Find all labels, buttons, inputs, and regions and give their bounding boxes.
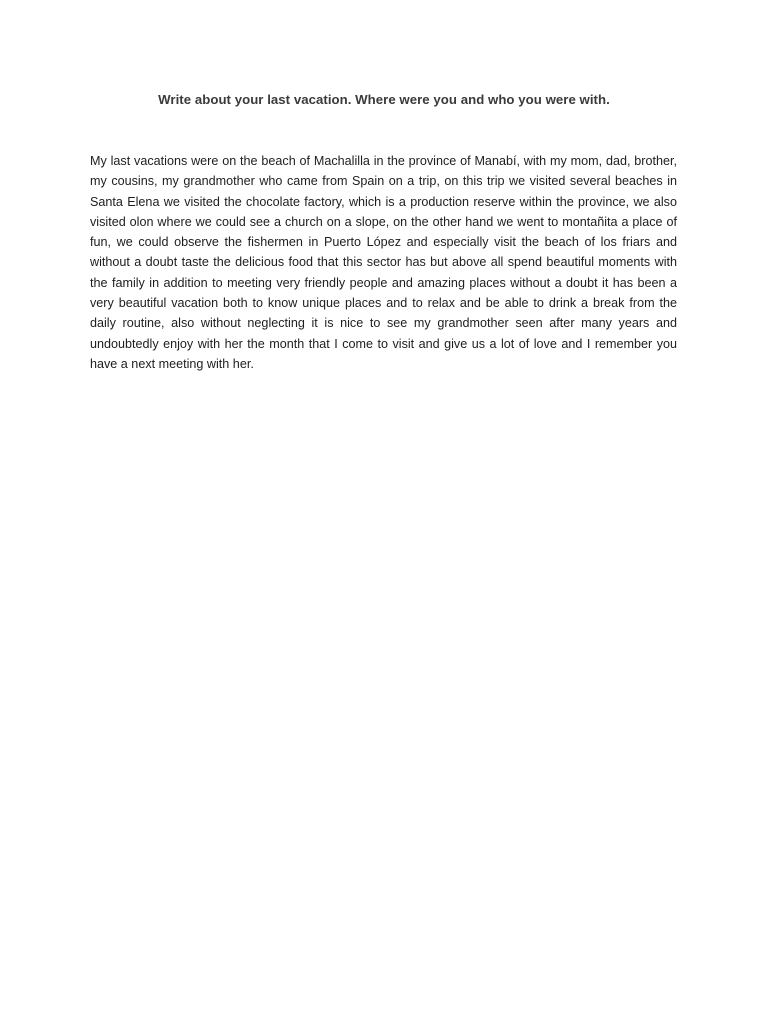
document-body-paragraph: My last vacations were on the beach of Machalilla in the province of Manabí, with my mom, dad, brother, my cousins, my grandmother who came from Spain on a trip, on this trip we visited several beaches in Santa Elena we visited the chocolate factory, which is a production reserve within the province, we also visited olon where we could see a church on a slope, on the other hand we went to montañita a place of fun, we could observe the fishermen in Puerto López and especially visit the beach of los friars and without a doubt taste the delicious food that this sector has but above all spend beautiful moments with the family in addition to meeting very friendly people and amazing places without a doubt it has been a very beautiful vacation both to know unique places and to relax and be able to drink a break from the daily routine, also without neglecting it is nice to see my grandmother seen after many years and undoubtedly enjoy with her the month that I come to visit and give us a lot of love and I remember you have a next meeting with her. <box>90 154 677 371</box>
document-title: Write about your last vacation. Where were you and who you were with. <box>158 92 610 107</box>
